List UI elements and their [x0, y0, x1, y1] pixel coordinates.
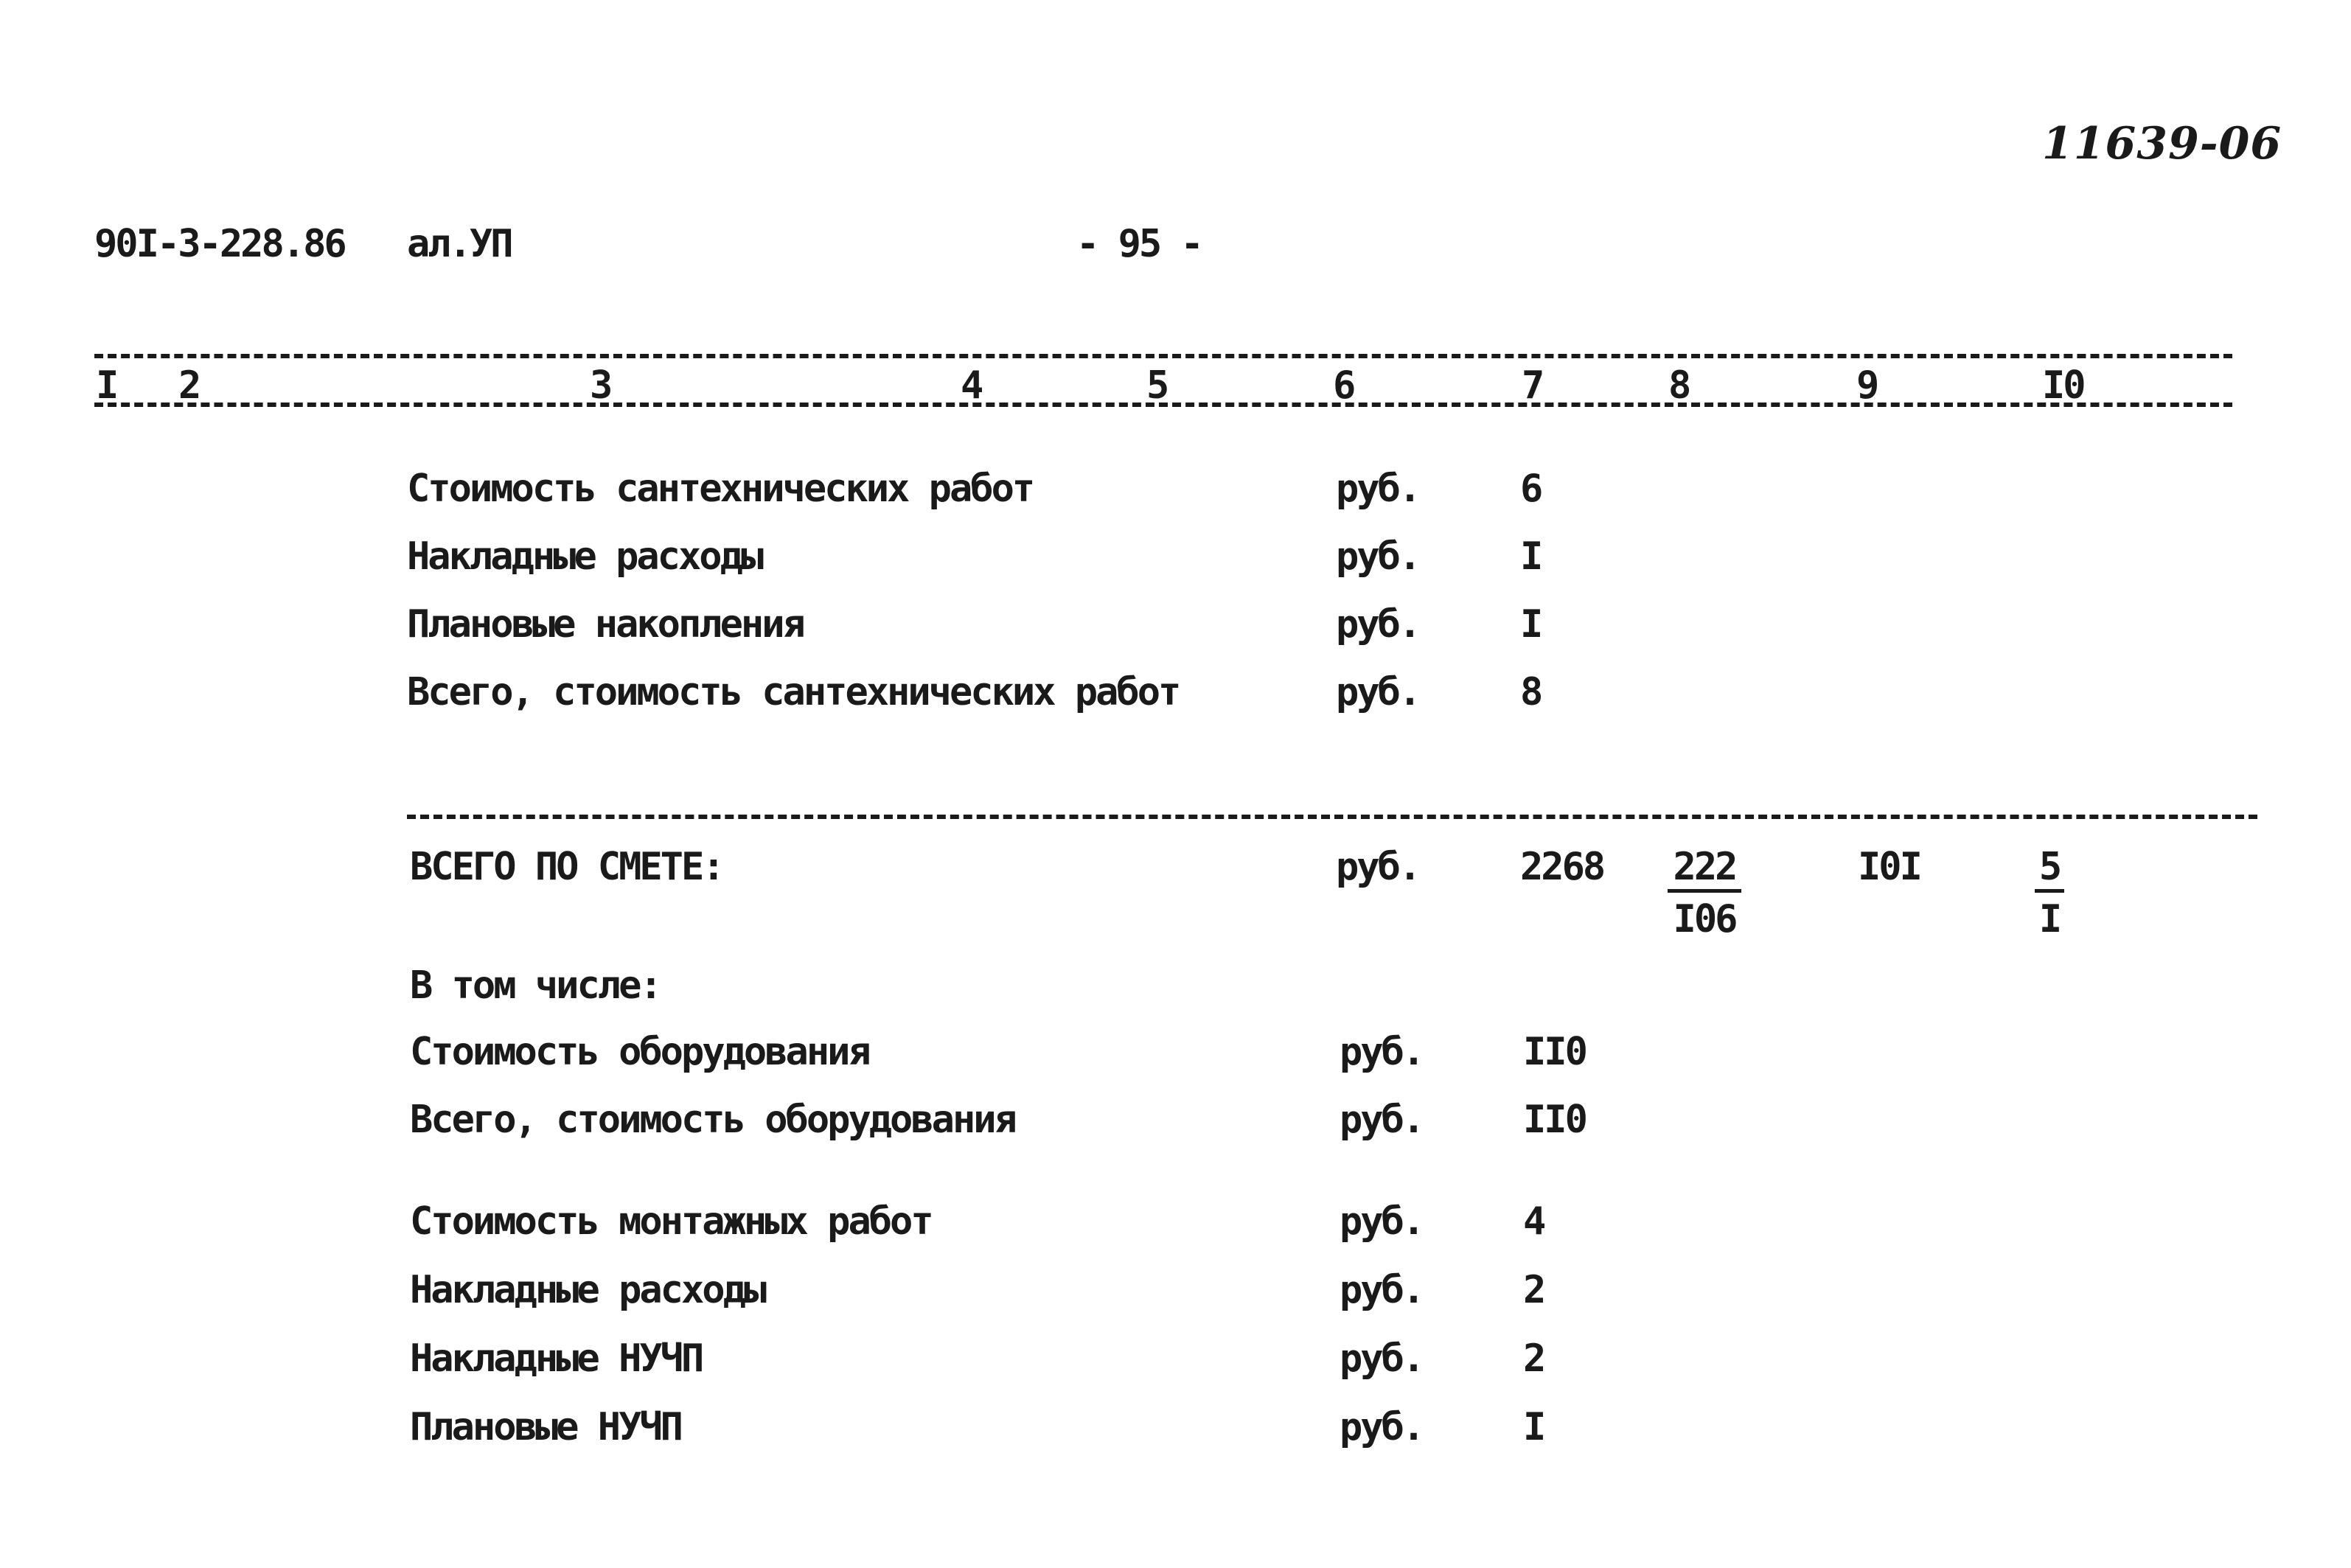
- album-number: ал.УП: [407, 222, 512, 266]
- row-name: Накладные НУЧП: [410, 1337, 703, 1381]
- row-unit: руб.: [1336, 670, 1420, 714]
- row-value: 4: [1523, 1199, 1544, 1244]
- including-label: В том числе:: [410, 964, 661, 1008]
- row-value: I: [1520, 534, 1542, 579]
- row-name: Всего, стоимость сантехнических работ: [407, 670, 1180, 714]
- row-value: I: [1520, 602, 1542, 647]
- fraction-numerator: 5: [2035, 848, 2064, 893]
- row-unit: руб.: [1340, 1337, 1424, 1381]
- header-top-rule: [94, 354, 2232, 358]
- column-header-5: 5: [1146, 363, 1168, 408]
- row-value: 2: [1523, 1268, 1544, 1312]
- column-header-8: 8: [1668, 363, 1690, 408]
- fraction-denominator: I: [2038, 897, 2061, 941]
- column-header-3: 3: [590, 363, 611, 408]
- row-value: 6: [1520, 467, 1542, 511]
- row-unit: руб.: [1340, 1098, 1424, 1142]
- row-value: 2: [1523, 1337, 1544, 1381]
- row-unit: руб.: [1336, 467, 1420, 511]
- total-col8-fraction: [1668, 845, 1741, 941]
- row-name: Накладные расходы: [410, 1268, 765, 1312]
- column-header-4: 4: [961, 363, 982, 408]
- total-unit: руб.: [1336, 845, 1420, 889]
- inventory-stamp: 11639-06: [2042, 118, 2282, 170]
- fraction-numerator: 222: [1668, 848, 1741, 893]
- column-header-10: I0: [2042, 363, 2084, 408]
- page-number: - 95 -: [1076, 222, 1202, 266]
- document-code: 90I-3-228.86: [94, 222, 345, 266]
- column-header-7: 7: [1522, 363, 1543, 408]
- row-unit: руб.: [1340, 1030, 1424, 1074]
- row-unit: руб.: [1340, 1268, 1424, 1312]
- row-name: Накладные расходы: [407, 534, 762, 579]
- column-header-6: 6: [1333, 363, 1354, 408]
- row-unit: руб.: [1340, 1199, 1424, 1244]
- row-name: Плановые накопления: [407, 602, 804, 647]
- row-value: II0: [1523, 1030, 1586, 1074]
- row-unit: руб.: [1336, 534, 1420, 579]
- column-header-1: I: [96, 363, 117, 408]
- total-col7: 2268: [1520, 845, 1604, 889]
- total-col9: I0I: [1858, 845, 1920, 889]
- total-col10-fraction: [2035, 845, 2064, 941]
- row-name: Стоимость оборудования: [410, 1030, 869, 1074]
- row-name: Всего, стоимость оборудования: [410, 1098, 1015, 1142]
- total-label: ВСЕГО ПО СМЕТЕ:: [410, 845, 723, 889]
- column-header-9: 9: [1856, 363, 1878, 408]
- row-name: Стоимость монтажных работ: [410, 1199, 932, 1244]
- column-header-2: 2: [178, 363, 200, 408]
- fraction-denominator: I06: [1673, 897, 1736, 941]
- total-separator-rule: [407, 815, 2257, 819]
- row-unit: руб.: [1336, 602, 1420, 647]
- row-value: II0: [1523, 1098, 1586, 1142]
- row-value: 8: [1520, 670, 1542, 714]
- row-value: I: [1523, 1405, 1544, 1449]
- row-name: Плановые НУЧП: [410, 1405, 681, 1449]
- row-name: Стоимость сантехнических работ: [407, 467, 1034, 511]
- row-unit: руб.: [1340, 1405, 1424, 1449]
